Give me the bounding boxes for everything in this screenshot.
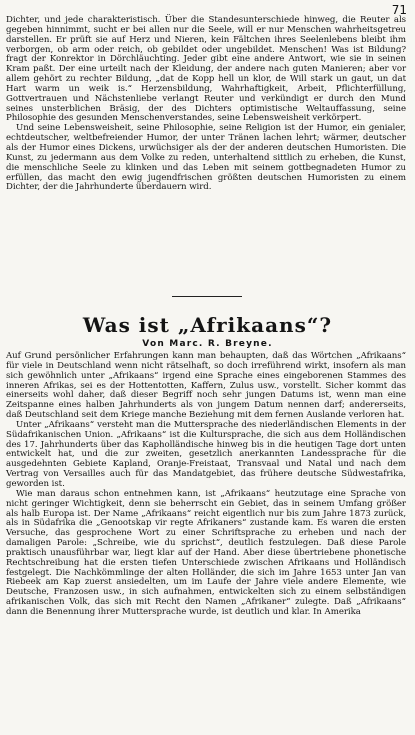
paragraph: Auf Grund persönlicher Erfahrungen kann man behaupten, daß das Wörtchen „Afrikaans“ für viele in Deutschland wenn nicht rätselhaft, so doch irreführend wirkt, insofern als man sich gewöhnlich unter „Afrikaans“ irgend eine Sprache eines eingeborenen Stammes des inneren Afrikas, sei es der Hottentotten, Kaffern, Zulus usw., vorstellt. Sicher kommt das einerseits wohl daher, daß dieser Begriff noch sehr jungen Datums ist, wenn man eine Zeitspanne eines halben Jahrhunderts als von jungem Datum nennen darf; andererseits, daß Deutschland seit dem Kriege manche Beziehung mit dem fernen Auslande verloren hat. bbox=[6, 351, 406, 421]
page-number: 71 bbox=[391, 3, 407, 17]
article-title: Was ist „Afrikaans“? bbox=[82, 313, 333, 337]
paragraph: Wie man daraus schon entnehmen kann, ist „Afrikaans“ heutzutage eine Sprache von nicht geringer Wichtigkeit, denn sie beherrscht ein Gebiet, das in seinem Umfang größer als halb Europa ist. Der Name „Afrikaans“ reicht eigentlich nur bis zum Jahre 1873 zurück, als in Südafrika die „Genootskap vir regte Afrikaners“ zustande kam. Es waren die ersten Versuche, das gesprochene Wort zu einer Schriftsprache zu erheben und nach der damaligen Parole: „Schreibe, wie du sprichst“, deutlich festzulegen. Daß diese Parole praktisch unausführbar war, liegt klar auf der Hand. Aber diese übertriebene phonetische Rechtschreibung hat die ersten tiefen Unterschiede zwischen Afrikaans und Holländisch festgelegt. Die Nachkömmlinge der alten Holländer, die sich im Jahre 1653 unter Jan van Riebeek am Kap zuerst ansiedelten, um im Laufe der Jahre viele andere Elemente, wie Deutsche, Franzosen usw., in sich aufnahmen, entwickelten sich zu einem selbständigen afrikanischen Volk, das sich mit Recht den Namen „Afrikaner“ zulegte. Daß „Afrikaans“ dann die Benennung ihrer Muttersprache wurde, ist deutlich und klar. In Amerika bbox=[6, 488, 406, 617]
article-body bbox=[6, 352, 406, 618]
article-byline: Von Marc. R. Breyne. bbox=[142, 339, 273, 349]
preceding-article-text bbox=[6, 16, 406, 193]
paragraph: Unter „Afrikaans“ versteht man die Muttersprache des niederländischen Elements in der Südafrikanischen Union. „Afrikaans“ ist die Kultursprache, die sich aus dem Holländischen des 17. Jahrhunderts über das Kapholländische hinweg bis in die heutigen Tage dort unten entwickelt hat, und die zur zweiten, gesetzlich anerkannten Landessprache für die ausgedehnten Gebiete Kapland, Oranje-Freistaat, Transvaal und Natal und nach dem Vertrag von Versailles auch für das Mandatgebiet, das frühere deutsche Südwestafrika, geworden ist. bbox=[6, 419, 406, 489]
section-divider bbox=[172, 296, 242, 297]
paragraph: Dichter, und jede charakteristisch. Über die Standesunterschiede hinweg, die Reuter als gegeben hinnimmt, sucht er bei allen nur die Seele, will er nur Menschen wahrheitsgetreu darstellen. Er prüft sie auf Herz und Nieren, kein Fältchen ihres Seelenlebens bleibt ihm verborgen, ob arm oder reich, ob gebildet oder ungebildet. Menschen! Was ist Bildung? fragt der Konrektor in Dörchläuchting. Jeder gibt eine andere Antwort, wie sie in seinen Kram paßt. Der eine urteilt nach der Kleidung, der andere nach guten Manieren; aber vor allem gehört zu rechter Bildung, „dat de Kopp hell un klor, de Will stark un gaut, un dat Hart warm un weik is.“ Herzensbildung, Wahrhaftigkeit, Arbeit, Pflichterfüllung, Gottvertrauen und Nächstenliebe verlangt Reuter und verkündigt er durch den Mund seines unsterblichen Bräsig, der des Dichters optimistische Weltauffassung, seine Philosophie des gesunden Menschenverstandes, seine Lebensweisheit verkörpert. bbox=[6, 15, 406, 124]
paragraph: Und seine Lebensweisheit, seine Philosophie, seine Religion ist der Humor, ein genialer, echtdeutscher, weltbefreiender Humor, der unter Tränen lachen lehrt; wärmer, deutscher als der Humor eines Dickens, urwüchsiger als der der anderen deutschen Humoristen. Die Kunst, zu jedermann aus dem Volke zu reden, unterhaltend sittlich zu erheben, die Kunst, die menschliche Seele zu klinken und das Leben mit seinem gottbegnadeten Humor zu erfüllen, das macht den ewig jugendfrischen größten deutschen Humoristen zu einem Dichter, der die Jahrhunderte überdauern wird. bbox=[6, 123, 406, 193]
